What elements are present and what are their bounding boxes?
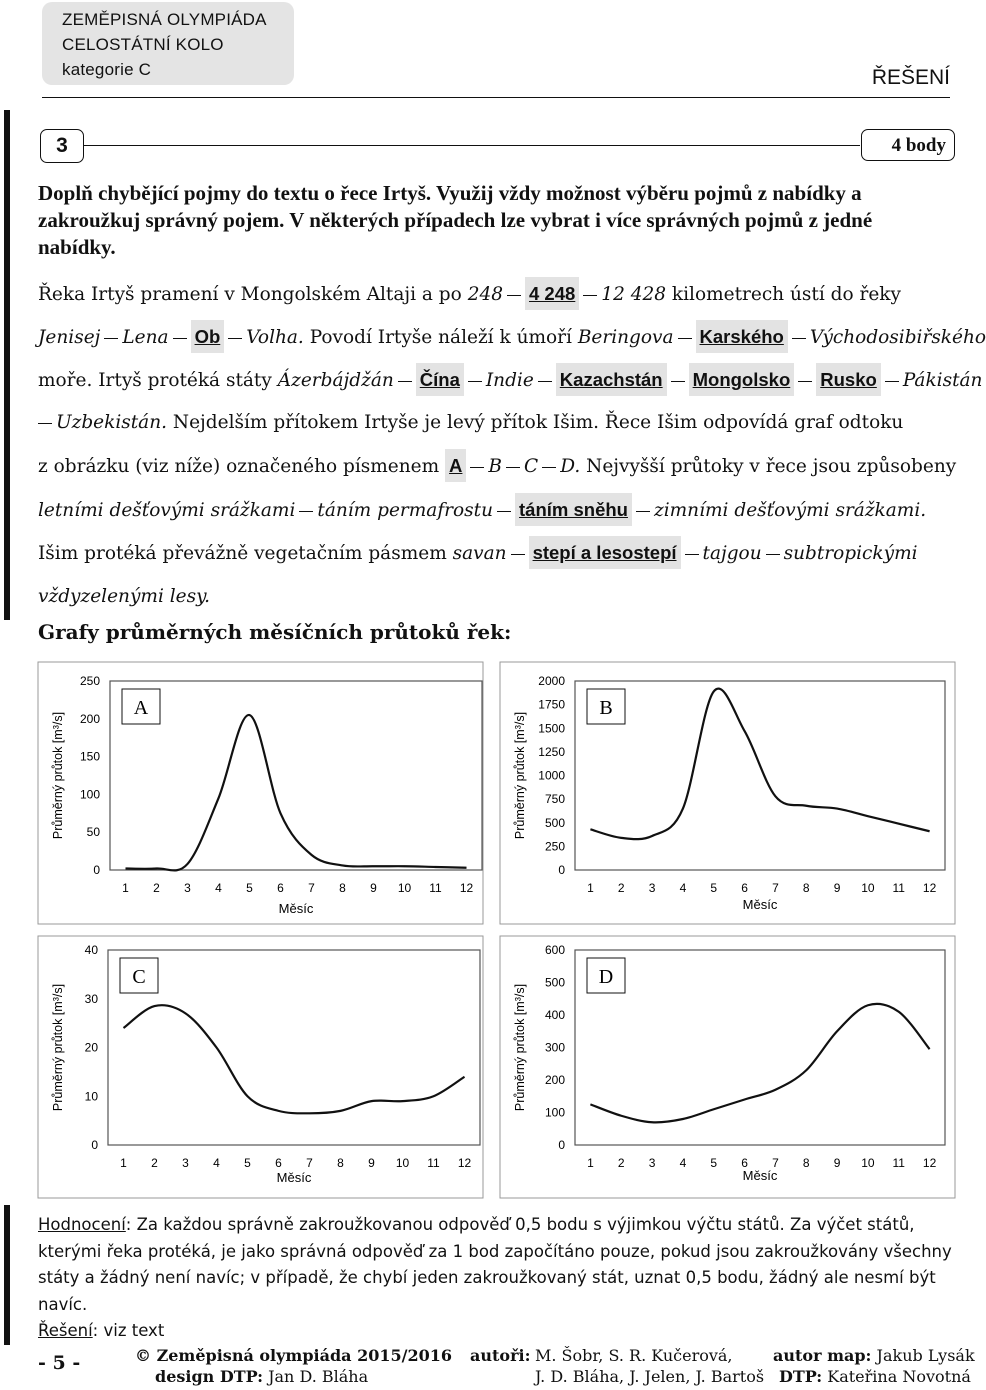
chart-letter: C	[132, 966, 146, 988]
y-tick-label: 0	[91, 1138, 98, 1152]
x-tick-label: 1	[122, 881, 129, 895]
text-line-2: Jenisej Lena Ob Volha. Povodí Irtyše náleží k úmoří Beringova Karského Východosibiřského	[38, 326, 986, 348]
x-tick-label: 6	[741, 881, 748, 895]
x-axis-label: Měsíc	[742, 1168, 778, 1183]
x-tick-label: 1	[120, 1156, 127, 1170]
x-tick-label: 5	[710, 881, 718, 895]
y-tick-label: 200	[544, 1073, 565, 1087]
x-tick-label: 3	[648, 881, 656, 895]
dtp-credit: DTP: Kateřina Novotná	[779, 1367, 971, 1386]
x-tick-label: 11	[892, 881, 905, 895]
x-tick-label: 4	[215, 881, 222, 895]
chart-letter: A	[133, 697, 149, 719]
header-category: kategorie C	[62, 60, 152, 79]
map-credit: autor map: Jakub Lysák	[773, 1346, 975, 1365]
option[interactable]: B	[488, 456, 503, 477]
chart-C	[38, 936, 483, 1198]
x-tick-label: 11	[427, 1156, 440, 1170]
footer	[0, 1342, 975, 1390]
x-tick-label: 8	[802, 1156, 810, 1170]
header-divider	[42, 97, 950, 98]
y-tick-label: 300	[544, 1040, 565, 1055]
x-tick-label: 12	[922, 881, 937, 895]
chart-A	[38, 662, 483, 924]
text-line-1: Řeka Irtyš pramení v Mongolském Altaji a po 248 4 248 12 428 kilometrech ústí do řeky	[38, 283, 901, 305]
y-tick-label: 250	[544, 839, 565, 854]
y-axis-label: Průměrný průtok [m³/s]	[51, 711, 65, 840]
x-tick-label: 9	[833, 1156, 841, 1170]
option[interactable]: Indie	[485, 370, 534, 391]
option-correct[interactable]: A	[445, 449, 466, 482]
chart-frame	[500, 936, 955, 1198]
x-tick-label: 10	[861, 1156, 875, 1170]
question-number: 3	[40, 129, 84, 163]
y-tick-label: 1500	[538, 721, 565, 736]
option[interactable]: D.	[560, 456, 581, 477]
grading-section	[38, 1212, 958, 1345]
x-tick-label: 1	[587, 881, 594, 895]
authors-line-1: M. Šobr, S. R. Kučerová,	[535, 1346, 733, 1365]
x-tick-label: 7	[772, 881, 779, 895]
text-line-4: Uzbekistán. Nejdelším přítokem Irtyše je levý přítok Išim. Řece Išim odpovídá graf odtoku	[38, 412, 903, 433]
x-tick-label: 6	[275, 1156, 282, 1170]
y-tick-label: 2000	[538, 674, 565, 688]
option[interactable]: vždyzelenými lesy.	[38, 586, 210, 607]
x-tick-label: 2	[151, 1156, 158, 1170]
grading-text: : Za každou správně zakroužkovanou odpověď 0,5 bodu s výjimkou výčtu států. Za výčet států, kterými řeka protéká, je jako správná odpověď za 1 bod započítáno pouze, pokud jsou zakroužkovány všechny státy a žádný není navíc; v případě, že chybí jeden zakroužkovaný stát, uznat 0,5 bodu, žádný ale nesmí být navíc.	[38, 1215, 952, 1314]
y-tick-label: 10	[84, 1089, 98, 1104]
x-tick-label: 1	[587, 1156, 594, 1170]
x-tick-label: 2	[153, 881, 160, 895]
y-tick-label: 40	[84, 943, 98, 957]
y-tick-label: 1000	[538, 768, 565, 783]
y-tick-label: 0	[93, 863, 100, 877]
option-correct[interactable]: Čína	[416, 363, 464, 396]
option[interactable]: Lena	[122, 327, 169, 348]
text-line-7: Išim protéká převážně vegetačním pásmem savan stepí a lesostepí tajgou subtropickými	[38, 542, 918, 564]
chart-D	[500, 936, 955, 1198]
option[interactable]: 248	[467, 284, 503, 305]
x-tick-label: 8	[802, 881, 810, 895]
option[interactable]: zimními dešťovými srážkami.	[653, 500, 927, 521]
chart-B	[500, 662, 955, 924]
x-tick-label: 10	[395, 1156, 410, 1170]
y-tick-label: 100	[79, 787, 100, 802]
option[interactable]: táním permafrostu	[317, 500, 493, 521]
x-axis-label: Měsíc	[278, 901, 314, 916]
y-tick-label: 600	[544, 943, 565, 957]
side-bar-top	[4, 110, 10, 620]
text-line-8	[38, 586, 210, 607]
option[interactable]: 12 428	[601, 284, 667, 305]
x-tick-label: 12	[922, 1156, 937, 1170]
x-tick-label: 5	[246, 881, 253, 895]
y-tick-label: 200	[79, 711, 100, 726]
x-tick-label: 10	[861, 881, 875, 895]
side-bar-bottom	[4, 1205, 10, 1345]
option-correct[interactable]: táním sněhu	[515, 493, 632, 526]
header-box	[42, 2, 294, 85]
option-correct[interactable]: stepí a lesostepí	[529, 536, 681, 569]
y-tick-label: 0	[558, 863, 565, 877]
x-tick-label: 2	[617, 1156, 625, 1170]
authors-line-2: J. D. Bláha, J. Jelen, J. Bartoš	[535, 1367, 765, 1386]
x-tick-label: 4	[679, 881, 687, 895]
x-tick-label: 11	[429, 881, 442, 895]
chart-letter: B	[599, 697, 613, 719]
y-tick-label: 500	[544, 815, 565, 830]
option-correct[interactable]: Ob	[191, 320, 225, 353]
option[interactable]: C	[524, 456, 539, 477]
option[interactable]: Uzbekistán.	[56, 412, 168, 433]
flow-charts	[0, 650, 960, 1210]
x-tick-label: 4	[679, 1156, 687, 1170]
question-divider	[84, 145, 860, 146]
y-axis-label: Průměrný průtok [m³/s]	[513, 711, 527, 840]
option-correct[interactable]: Mongolsko	[689, 363, 795, 396]
x-tick-label: 9	[368, 1156, 375, 1170]
option-correct[interactable]: Karského	[696, 320, 788, 353]
y-tick-label: 0	[558, 1138, 565, 1152]
x-tick-label: 9	[833, 881, 841, 895]
option[interactable]: Ázerbájdžán	[277, 370, 394, 391]
y-tick-label: 1250	[538, 744, 565, 759]
x-tick-label: 7	[308, 881, 315, 895]
option-correct[interactable]: Rusko	[816, 363, 881, 396]
x-tick-label: 8	[337, 1156, 344, 1170]
y-tick-label: 750	[544, 792, 565, 807]
chart-letter: D	[598, 966, 614, 988]
text-line-5: z obrázku (viz níže) označeného písmenem A B C D. Nejvyšší průtoky v řece jsou způsobeny	[38, 455, 956, 477]
x-tick-label: 12	[459, 881, 474, 895]
grading-heading: Hodnocení	[38, 1215, 126, 1234]
option[interactable]: letními dešťovými srážkami	[38, 500, 296, 521]
y-tick-label: 150	[79, 749, 100, 764]
option[interactable]: Beringova	[577, 327, 674, 348]
copyright: © Zeměpisná olympiáda 2015/2016	[135, 1346, 453, 1365]
x-tick-label: 3	[184, 881, 191, 895]
y-tick-label: 1750	[538, 697, 565, 712]
option[interactable]: savan	[452, 543, 507, 564]
header-subtitle: CELOSTÁTNÍ KOLO	[62, 35, 224, 54]
option[interactable]: Východosibiřského	[809, 327, 986, 348]
question-points: 4 body	[861, 129, 955, 161]
y-tick-label: 100	[544, 1105, 565, 1120]
x-tick-label: 12	[457, 1156, 472, 1170]
solution-label: ŘEŠENÍ	[871, 66, 950, 89]
y-tick-label: 400	[544, 1008, 565, 1022]
x-tick-label: 7	[772, 1156, 779, 1170]
x-tick-label: 9	[370, 881, 377, 895]
solution-text: : viz text	[92, 1321, 165, 1340]
option[interactable]: Volha.	[246, 327, 304, 348]
page-number: - 5 -	[38, 1352, 81, 1374]
chart-frame	[38, 662, 483, 924]
y-tick-label: 20	[84, 1040, 98, 1055]
y-axis-label: Průměrný průtok [m³/s]	[51, 983, 65, 1112]
x-tick-label: 6	[741, 1156, 748, 1170]
y-axis-label: Průměrný průtok [m³/s]	[513, 983, 527, 1112]
option[interactable]: tajgou	[702, 543, 762, 564]
x-tick-label: 2	[617, 881, 625, 895]
x-tick-label: 11	[892, 1156, 905, 1170]
graphs-title: Grafy průměrných měsíčních průtoků řek:	[38, 620, 512, 644]
text-line-6	[38, 499, 926, 521]
design-credit: design DTP: Jan D. Bláha	[155, 1367, 369, 1386]
x-tick-label: 5	[244, 1156, 251, 1170]
chart-frame	[500, 662, 955, 924]
y-tick-label: 250	[79, 674, 100, 688]
x-tick-label: 6	[277, 881, 284, 895]
option-correct[interactable]: Kazachstán	[556, 363, 667, 396]
header-title: ZEMĚPISNÁ OLYMPIÁDA	[62, 10, 267, 29]
x-tick-label: 7	[306, 1156, 313, 1170]
option[interactable]: Jenisej	[38, 327, 101, 348]
text-line-3: moře. Irtyš protéká státy Ázerbájdžán Čína Indie Kazachstán Mongolsko Rusko Pákistán	[38, 369, 982, 391]
question-instruction: Doplň chybějící pojmy do textu o řece Irtyš. Využij vždy možnost výběru pojmů z nabídky a zakroužkuj správný pojem. V některých případech lze vybrat i více správných pojmů z jedné nabídky.	[38, 181, 873, 259]
y-tick-label: 50	[86, 825, 100, 840]
x-axis-label: Měsíc	[742, 897, 778, 912]
x-tick-label: 3	[182, 1156, 189, 1170]
solution-heading: Řešení	[38, 1321, 93, 1340]
x-tick-label: 5	[710, 1156, 718, 1170]
chart-frame	[38, 936, 483, 1198]
option[interactable]: Pákistán	[902, 370, 983, 391]
x-tick-label: 4	[213, 1156, 220, 1170]
x-tick-label: 8	[339, 881, 346, 895]
x-tick-label: 3	[648, 1156, 656, 1170]
option[interactable]: subtropickými	[783, 543, 918, 564]
y-tick-label: 30	[84, 991, 98, 1006]
option-correct[interactable]: 4 248	[525, 277, 579, 310]
x-tick-label: 10	[397, 881, 412, 895]
y-tick-label: 500	[544, 975, 565, 990]
authors-label: autoři:	[470, 1346, 531, 1365]
x-axis-label: Měsíc	[276, 1170, 312, 1185]
